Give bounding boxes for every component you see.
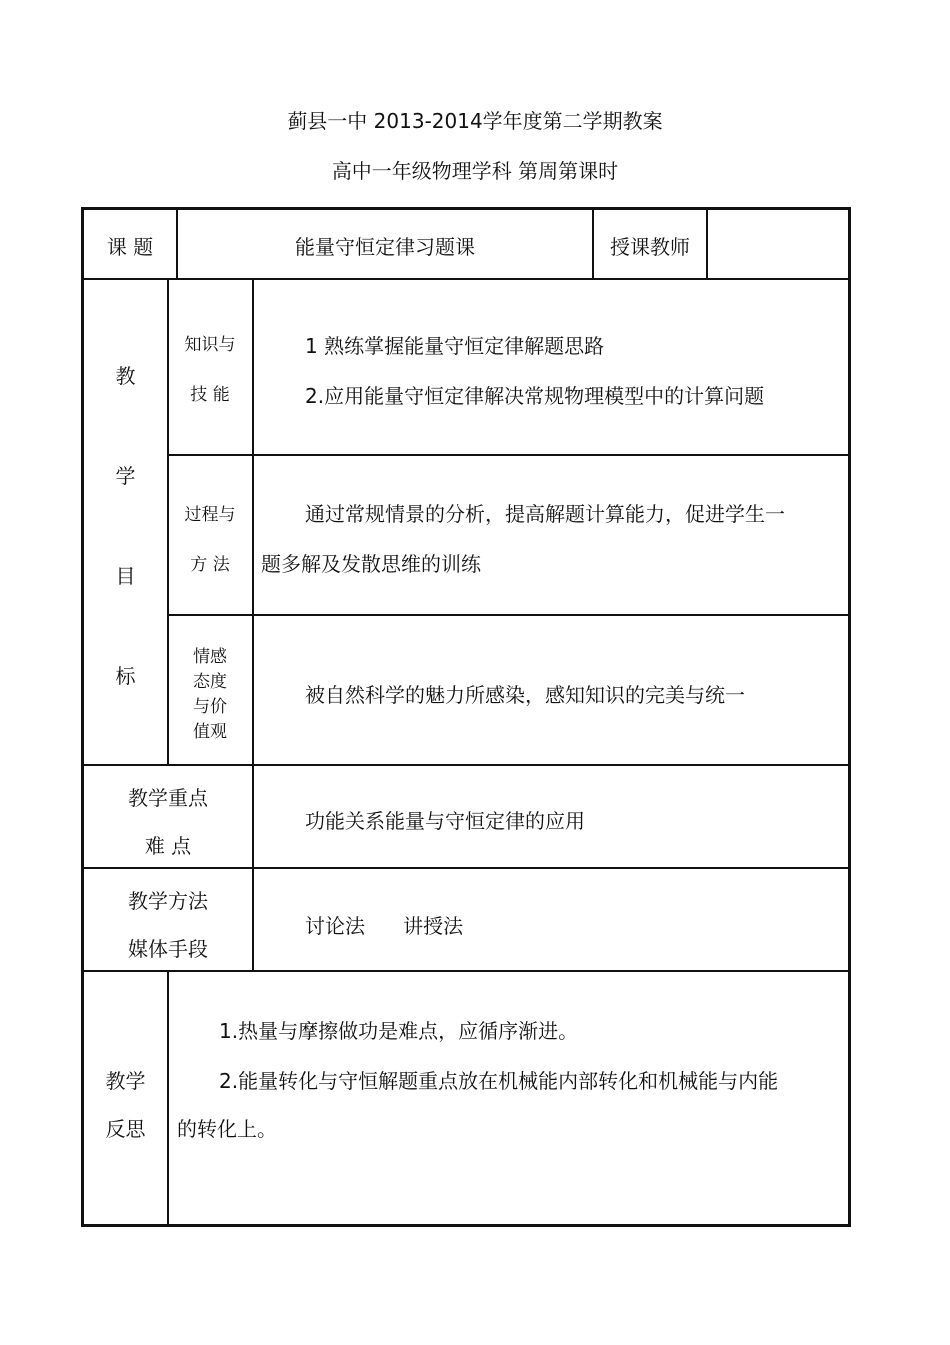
row-divider — [81, 970, 851, 972]
key-points-label: 难 点 — [144, 834, 192, 858]
objectives-label-char: 学 — [115, 464, 136, 488]
emotion-text: 被自然科学的魅力所感染，感知知识的完美与统一 — [305, 683, 745, 707]
reflection-label: 反思 — [105, 1117, 146, 1141]
emotion-label: 态度 — [193, 672, 227, 692]
topic-value: 能量守恒定律习题课 — [295, 235, 475, 259]
column-divider — [167, 970, 169, 1225]
knowledge-label: 知识与 — [184, 335, 236, 355]
process-text: 通过常规情景的分析，提高解题计算能力，促进学生一 — [305, 502, 785, 526]
reflection-item: 1.热量与摩擦做功是难点，应循序渐进。 — [219, 1019, 579, 1043]
column-divider — [706, 209, 708, 279]
objectives-label-char: 目 — [115, 564, 136, 588]
knowledge-item: 2.应用能量守恒定律解决常规物理模型中的计算问题 — [305, 384, 765, 408]
process-label: 过程与 — [184, 505, 236, 525]
row-divider — [168, 454, 851, 456]
knowledge-label: 技 能 — [190, 385, 230, 405]
document-subtitle: 高中一年级物理学科 第周第课时 — [331, 159, 619, 183]
emotion-label: 值观 — [193, 722, 227, 742]
row-divider — [81, 867, 851, 869]
key-points-label: 教学重点 — [128, 786, 208, 810]
process-text: 题多解及发散思维的训练 — [261, 552, 481, 576]
row-divider — [168, 614, 851, 616]
knowledge-item: 1 熟练掌握能量守恒定律解题思路 — [305, 334, 605, 358]
topic-label: 课 题 — [106, 235, 154, 259]
document-title: 蓟县一中 2013-2014学年度第二学期教案 — [287, 109, 663, 133]
emotion-label: 情感 — [193, 647, 227, 667]
objectives-label-char: 标 — [115, 664, 136, 688]
teacher-label: 授课教师 — [610, 235, 690, 259]
methods-label: 媒体手段 — [128, 937, 208, 961]
emotion-label: 与价 — [193, 697, 227, 717]
key-points-value: 功能关系能量与守恒定律的应用 — [305, 809, 585, 833]
methods-label: 教学方法 — [128, 889, 208, 913]
objectives-label-char: 教 — [115, 364, 136, 388]
reflection-item: 的转化上。 — [177, 1117, 277, 1141]
row-divider — [81, 278, 851, 280]
process-label: 方 法 — [190, 555, 230, 575]
row-divider — [81, 764, 851, 766]
reflection-item: 2.能量转化与守恒解题重点放在机械能内部转化和机械能与内能 — [219, 1069, 779, 1093]
methods-value: 讨论法 讲授法 — [305, 914, 464, 938]
reflection-label: 教学 — [105, 1069, 146, 1093]
column-divider — [252, 278, 254, 970]
